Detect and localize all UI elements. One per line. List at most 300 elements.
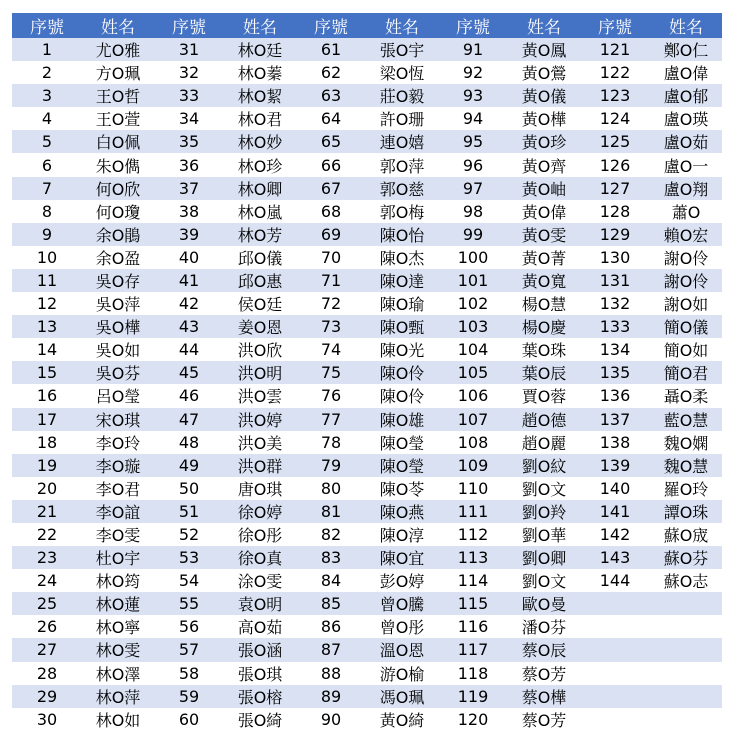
seq-cell: 109 [438, 454, 508, 477]
name-cell: 葉O辰 [508, 361, 580, 384]
seq-cell: 40 [154, 246, 224, 269]
seq-cell: 81 [296, 500, 366, 523]
name-cell: 尤O雅 [82, 38, 154, 61]
seq-cell: 82 [296, 523, 366, 546]
seq-cell: 68 [296, 200, 366, 223]
name-cell: 郭O梅 [366, 200, 438, 223]
seq-cell: 80 [296, 477, 366, 500]
name-cell: 黃O岫 [508, 177, 580, 200]
name-cell: 李O君 [82, 477, 154, 500]
name-cell: 陳O達 [366, 269, 438, 292]
seq-cell: 43 [154, 315, 224, 338]
seq-cell: 54 [154, 569, 224, 592]
table-row [12, 38, 722, 61]
table-row [12, 454, 722, 477]
name-cell: 陳O伶 [366, 384, 438, 407]
name-cell: 劉O文 [508, 569, 580, 592]
empty-cell [650, 615, 722, 638]
seq-cell: 18 [12, 431, 82, 454]
name-cell: 彭O婷 [366, 569, 438, 592]
name-cell: 林O芳 [224, 223, 296, 246]
name-cell: 侯O廷 [224, 292, 296, 315]
seq-cell: 12 [12, 292, 82, 315]
name-cell: 黃O鶯 [508, 61, 580, 84]
name-cell: 余O鵑 [82, 223, 154, 246]
name-cell: 羅O玲 [650, 477, 722, 500]
name-cell: 張O綺 [224, 708, 296, 731]
seq-cell: 42 [154, 292, 224, 315]
seq-cell: 92 [438, 61, 508, 84]
name-cell: 盧O偉 [650, 61, 722, 84]
table-row [12, 269, 722, 292]
name-cell: 曾O騰 [366, 592, 438, 615]
seq-cell: 86 [296, 615, 366, 638]
name-cell: 盧O郁 [650, 84, 722, 107]
seq-cell: 51 [154, 500, 224, 523]
name-cell: 杜O宇 [82, 546, 154, 569]
name-cell: 鄭O仁 [650, 38, 722, 61]
empty-cell [650, 592, 722, 615]
seq-cell: 110 [438, 477, 508, 500]
name-cell: 陳O燕 [366, 500, 438, 523]
seq-cell: 144 [580, 569, 650, 592]
name-cell: 陳O光 [366, 338, 438, 361]
seq-cell: 141 [580, 500, 650, 523]
table-row [12, 315, 722, 338]
name-cell: 蕭O [650, 200, 722, 223]
name-cell: 盧O瑛 [650, 107, 722, 130]
seq-cell: 142 [580, 523, 650, 546]
name-cell: 何O瓊 [82, 200, 154, 223]
name-cell: 吳O萍 [82, 292, 154, 315]
name-header: 姓名 [650, 13, 722, 38]
seq-cell: 103 [438, 315, 508, 338]
seq-cell: 120 [438, 708, 508, 731]
name-cell: 林O澤 [82, 662, 154, 685]
seq-cell: 46 [154, 384, 224, 407]
name-cell: 賈O蓉 [508, 384, 580, 407]
name-cell: 黃O寬 [508, 269, 580, 292]
seq-cell: 5 [12, 130, 82, 153]
name-cell: 聶O柔 [650, 384, 722, 407]
seq-cell: 72 [296, 292, 366, 315]
empty-cell [580, 615, 650, 638]
name-cell: 黃O偉 [508, 200, 580, 223]
seq-cell: 8 [12, 200, 82, 223]
seq-cell: 98 [438, 200, 508, 223]
name-cell: 楊O慶 [508, 315, 580, 338]
table-row [12, 477, 722, 500]
name-cell: 李O玲 [82, 431, 154, 454]
seq-cell: 24 [12, 569, 82, 592]
name-cell: 洪O群 [224, 454, 296, 477]
seq-cell: 97 [438, 177, 508, 200]
seq-cell: 49 [154, 454, 224, 477]
name-cell: 劉O紋 [508, 454, 580, 477]
name-cell: 陳O雄 [366, 408, 438, 431]
table-row [12, 246, 722, 269]
table-row [12, 61, 722, 84]
name-cell: 朱O儁 [82, 153, 154, 176]
name-cell: 王O萱 [82, 107, 154, 130]
name-cell: 馮O珮 [366, 685, 438, 708]
seq-cell: 78 [296, 431, 366, 454]
name-header: 姓名 [82, 13, 154, 38]
name-cell: 余O盈 [82, 246, 154, 269]
name-cell: 洪O婷 [224, 408, 296, 431]
name-cell: 張O宇 [366, 38, 438, 61]
name-cell: 呂O瑩 [82, 384, 154, 407]
name-cell: 許O珊 [366, 107, 438, 130]
seq-cell: 52 [154, 523, 224, 546]
seq-cell: 66 [296, 153, 366, 176]
empty-cell [580, 592, 650, 615]
name-cell: 楊O慧 [508, 292, 580, 315]
name-cell: 譚O珠 [650, 500, 722, 523]
name-cell: 簡O君 [650, 361, 722, 384]
seq-cell: 83 [296, 546, 366, 569]
name-cell: 郭O萍 [366, 153, 438, 176]
name-cell: 蘇O宬 [650, 523, 722, 546]
name-cell: 謝O伶 [650, 246, 722, 269]
name-cell: 邱O儀 [224, 246, 296, 269]
seq-cell: 108 [438, 431, 508, 454]
seq-cell: 65 [296, 130, 366, 153]
name-cell: 林O雯 [82, 638, 154, 661]
name-cell: 林O萍 [82, 685, 154, 708]
seq-cell: 34 [154, 107, 224, 130]
table-row [12, 130, 722, 153]
seq-cell: 35 [154, 130, 224, 153]
name-cell: 蘇O志 [650, 569, 722, 592]
name-cell: 謝O伶 [650, 269, 722, 292]
name-cell: 盧O茹 [650, 130, 722, 153]
name-cell: 陳O宜 [366, 546, 438, 569]
seq-cell: 32 [154, 61, 224, 84]
seq-cell: 75 [296, 361, 366, 384]
table-row [12, 200, 722, 223]
name-cell: 方O珮 [82, 61, 154, 84]
name-cell: 郭O慈 [366, 177, 438, 200]
empty-cell [580, 708, 650, 731]
name-cell: 李O璇 [82, 454, 154, 477]
table-row [12, 569, 722, 592]
seq-cell: 104 [438, 338, 508, 361]
seq-cell: 9 [12, 223, 82, 246]
name-cell: 陳O苓 [366, 477, 438, 500]
seq-cell: 60 [154, 708, 224, 731]
name-cell: 林O妙 [224, 130, 296, 153]
roster-table [12, 13, 722, 731]
table-row [12, 546, 722, 569]
seq-cell: 106 [438, 384, 508, 407]
table-row [12, 223, 722, 246]
name-cell: 徐O彤 [224, 523, 296, 546]
seq-cell: 21 [12, 500, 82, 523]
seq-cell: 143 [580, 546, 650, 569]
seq-cell: 45 [154, 361, 224, 384]
name-cell: 蘇O芬 [650, 546, 722, 569]
seq-cell: 88 [296, 662, 366, 685]
name-cell: 簡O如 [650, 338, 722, 361]
name-cell: 吳O存 [82, 269, 154, 292]
seq-cell: 67 [296, 177, 366, 200]
name-cell: 黃O珍 [508, 130, 580, 153]
name-cell: 陳O伶 [366, 361, 438, 384]
name-cell: 陳O甄 [366, 315, 438, 338]
seq-cell: 118 [438, 662, 508, 685]
name-cell: 簡O儀 [650, 315, 722, 338]
name-header: 姓名 [508, 13, 580, 38]
empty-cell [650, 638, 722, 661]
seq-cell: 127 [580, 177, 650, 200]
name-cell: 林O如 [82, 708, 154, 731]
seq-cell: 121 [580, 38, 650, 61]
name-cell: 梁O恆 [366, 61, 438, 84]
name-cell: 魏O慧 [650, 454, 722, 477]
name-cell: 吳O如 [82, 338, 154, 361]
seq-cell: 31 [154, 38, 224, 61]
seq-cell: 64 [296, 107, 366, 130]
seq-cell: 26 [12, 615, 82, 638]
name-cell: 邱O惠 [224, 269, 296, 292]
seq-cell: 2 [12, 61, 82, 84]
seq-cell: 38 [154, 200, 224, 223]
name-cell: 陳O瑩 [366, 454, 438, 477]
name-header: 姓名 [224, 13, 296, 38]
seq-cell: 50 [154, 477, 224, 500]
name-cell: 趙O麗 [508, 431, 580, 454]
name-cell: 洪O欣 [224, 338, 296, 361]
seq-cell: 140 [580, 477, 650, 500]
name-cell: 莊O毅 [366, 84, 438, 107]
name-cell: 歐O曼 [508, 592, 580, 615]
seq-cell: 20 [12, 477, 82, 500]
name-cell: 蔡O辰 [508, 638, 580, 661]
name-cell: 林O寧 [82, 615, 154, 638]
table-row [12, 638, 722, 661]
table-row [12, 107, 722, 130]
seq-header: 序號 [438, 13, 508, 38]
seq-cell: 1 [12, 38, 82, 61]
seq-cell: 116 [438, 615, 508, 638]
name-cell: 李O雯 [82, 523, 154, 546]
seq-cell: 27 [12, 638, 82, 661]
seq-cell: 17 [12, 408, 82, 431]
name-cell: 溫O恩 [366, 638, 438, 661]
seq-cell: 79 [296, 454, 366, 477]
seq-cell: 130 [580, 246, 650, 269]
seq-cell: 76 [296, 384, 366, 407]
name-cell: 李O誼 [82, 500, 154, 523]
name-cell: 連O嬉 [366, 130, 438, 153]
seq-cell: 70 [296, 246, 366, 269]
name-cell: 陳O瑜 [366, 292, 438, 315]
seq-cell: 115 [438, 592, 508, 615]
seq-cell: 56 [154, 615, 224, 638]
name-cell: 黃O鳳 [508, 38, 580, 61]
seq-cell: 90 [296, 708, 366, 731]
name-cell: 蔡O芳 [508, 708, 580, 731]
table-row [12, 708, 722, 731]
name-cell: 洪O明 [224, 361, 296, 384]
seq-cell: 122 [580, 61, 650, 84]
seq-cell: 22 [12, 523, 82, 546]
name-cell: 黃O雯 [508, 223, 580, 246]
name-cell: 姜O恩 [224, 315, 296, 338]
name-cell: 高O茹 [224, 615, 296, 638]
table-row [12, 523, 722, 546]
seq-cell: 59 [154, 685, 224, 708]
name-cell: 黃O樺 [508, 107, 580, 130]
seq-cell: 139 [580, 454, 650, 477]
seq-cell: 114 [438, 569, 508, 592]
table-row [12, 292, 722, 315]
seq-cell: 131 [580, 269, 650, 292]
seq-cell: 4 [12, 107, 82, 130]
seq-cell: 33 [154, 84, 224, 107]
name-cell: 吳O芬 [82, 361, 154, 384]
name-cell: 陳O瑩 [366, 431, 438, 454]
seq-cell: 58 [154, 662, 224, 685]
table-row [12, 84, 722, 107]
seq-cell: 126 [580, 153, 650, 176]
name-cell: 林O絜 [224, 84, 296, 107]
name-cell: 黃O菁 [508, 246, 580, 269]
name-cell: 林O卿 [224, 177, 296, 200]
seq-cell: 13 [12, 315, 82, 338]
seq-cell: 11 [12, 269, 82, 292]
seq-header: 序號 [296, 13, 366, 38]
seq-cell: 96 [438, 153, 508, 176]
seq-cell: 93 [438, 84, 508, 107]
seq-cell: 135 [580, 361, 650, 384]
table-row [12, 615, 722, 638]
name-cell: 賴O宏 [650, 223, 722, 246]
seq-cell: 137 [580, 408, 650, 431]
seq-cell: 47 [154, 408, 224, 431]
table-row [12, 384, 722, 407]
seq-cell: 101 [438, 269, 508, 292]
header-row [12, 13, 722, 38]
empty-cell [650, 662, 722, 685]
name-cell: 林O君 [224, 107, 296, 130]
seq-cell: 89 [296, 685, 366, 708]
name-cell: 劉O羚 [508, 500, 580, 523]
name-cell: 謝O如 [650, 292, 722, 315]
seq-cell: 107 [438, 408, 508, 431]
name-cell: 王O哲 [82, 84, 154, 107]
name-cell: 黃O綺 [366, 708, 438, 731]
table-row [12, 685, 722, 708]
seq-cell: 37 [154, 177, 224, 200]
seq-cell: 63 [296, 84, 366, 107]
seq-cell: 61 [296, 38, 366, 61]
seq-cell: 132 [580, 292, 650, 315]
name-cell: 蔡O樺 [508, 685, 580, 708]
seq-cell: 105 [438, 361, 508, 384]
seq-cell: 119 [438, 685, 508, 708]
seq-cell: 123 [580, 84, 650, 107]
name-cell: 劉O文 [508, 477, 580, 500]
seq-cell: 136 [580, 384, 650, 407]
name-cell: 林O筠 [82, 569, 154, 592]
name-cell: 黃O齊 [508, 153, 580, 176]
name-cell: 曾O彤 [366, 615, 438, 638]
name-cell: 徐O婷 [224, 500, 296, 523]
seq-cell: 117 [438, 638, 508, 661]
name-cell: 魏O嫻 [650, 431, 722, 454]
empty-cell [650, 685, 722, 708]
seq-cell: 112 [438, 523, 508, 546]
seq-cell: 134 [580, 338, 650, 361]
seq-cell: 41 [154, 269, 224, 292]
name-cell: 盧O一 [650, 153, 722, 176]
seq-cell: 30 [12, 708, 82, 731]
name-cell: 張O榕 [224, 685, 296, 708]
seq-cell: 53 [154, 546, 224, 569]
seq-cell: 124 [580, 107, 650, 130]
name-cell: 洪O美 [224, 431, 296, 454]
seq-header: 序號 [12, 13, 82, 38]
name-cell: 蔡O芳 [508, 662, 580, 685]
name-cell: 劉O卿 [508, 546, 580, 569]
seq-cell: 94 [438, 107, 508, 130]
seq-cell: 36 [154, 153, 224, 176]
empty-cell [650, 708, 722, 731]
seq-cell: 23 [12, 546, 82, 569]
table-row [12, 338, 722, 361]
seq-cell: 48 [154, 431, 224, 454]
name-cell: 徐O真 [224, 546, 296, 569]
name-cell: 葉O珠 [508, 338, 580, 361]
empty-cell [580, 685, 650, 708]
seq-cell: 62 [296, 61, 366, 84]
seq-cell: 16 [12, 384, 82, 407]
name-cell: 林O珍 [224, 153, 296, 176]
name-header: 姓名 [366, 13, 438, 38]
name-cell: 林O蓮 [82, 592, 154, 615]
seq-cell: 15 [12, 361, 82, 384]
seq-cell: 44 [154, 338, 224, 361]
name-cell: 林O蓁 [224, 61, 296, 84]
roster-body [12, 38, 722, 731]
name-cell: 袁O明 [224, 592, 296, 615]
seq-cell: 14 [12, 338, 82, 361]
seq-cell: 84 [296, 569, 366, 592]
seq-header: 序號 [154, 13, 224, 38]
seq-cell: 87 [296, 638, 366, 661]
name-cell: 游O榆 [366, 662, 438, 685]
table-row [12, 153, 722, 176]
name-cell: 黃O儀 [508, 84, 580, 107]
seq-cell: 91 [438, 38, 508, 61]
name-cell: 趙O德 [508, 408, 580, 431]
name-cell: 涂O雯 [224, 569, 296, 592]
name-cell: 白O佩 [82, 130, 154, 153]
name-cell: 林O廷 [224, 38, 296, 61]
name-cell: 宋O琪 [82, 408, 154, 431]
name-cell: 盧O翔 [650, 177, 722, 200]
name-cell: 林O嵐 [224, 200, 296, 223]
seq-cell: 25 [12, 592, 82, 615]
seq-cell: 74 [296, 338, 366, 361]
seq-cell: 125 [580, 130, 650, 153]
seq-cell: 39 [154, 223, 224, 246]
name-cell: 藍O慧 [650, 408, 722, 431]
name-cell: 劉O華 [508, 523, 580, 546]
seq-cell: 3 [12, 84, 82, 107]
